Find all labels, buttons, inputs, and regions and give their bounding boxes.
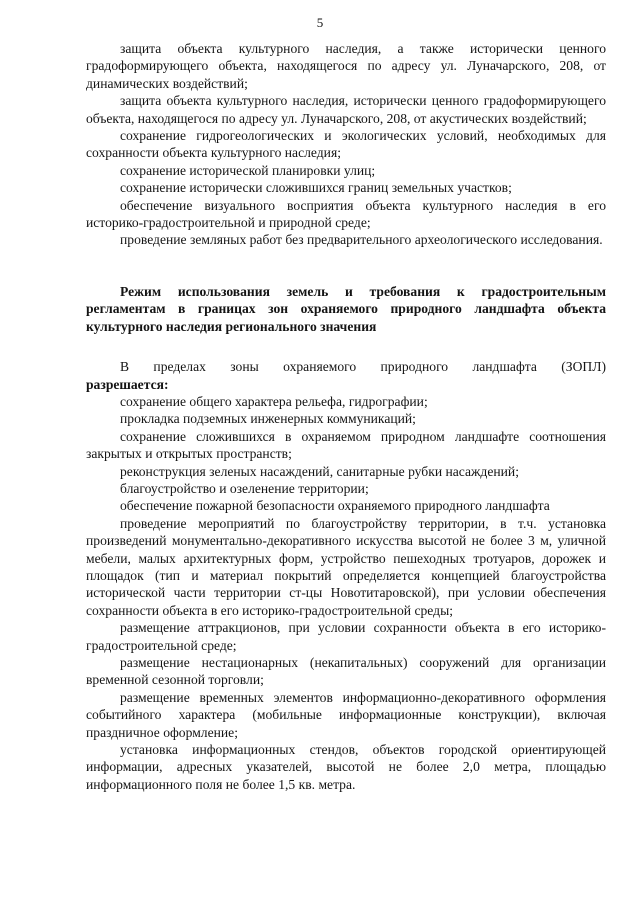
paragraph: сохранение исторически сложившихся границ земельных участков; xyxy=(120,180,512,196)
intro-bold-line xyxy=(86,376,606,393)
paragraph: защита объекта культурного наследия, исторически ценного градоформирующего объекта, находящегося по адресу ул. Луначарского, 208, от акустических воздействий; xyxy=(86,93,606,126)
paragraph: реконструкция зеленых насаждений, санитарные рубки насаждений; xyxy=(120,463,519,479)
intro-paragraph xyxy=(86,358,606,375)
paragraph: размещение временных элементов информационно-декоративного оформления событийного характера (мобильные информационные конструкции), включая праздничное оформление; xyxy=(86,689,606,740)
paragraph: проведение мероприятий по благоустройству территории, в т.ч. установка произведений монументально-декоративного искусства высотой не более 3 м, уличной мебели, малых архитектурных форм, устройство пешеходных тротуаров, дорожек и площадок (тип и материал покрытий определяется концепцией благоустройства исторической части территории ст-цы Новотитаровской), при условии обеспечения сохранности объекта в его историко-градостроительной среды; xyxy=(86,515,606,618)
paragraph: сохранение общего характера рельефа, гидрографии; xyxy=(120,393,428,409)
paragraph: размещение нестационарных (некапитальных) сооружений для организации временной сезонной торговли; xyxy=(86,655,606,688)
intro-text: В пределах зоны охраняемого природного ландшафта (ЗОПЛ) xyxy=(120,359,606,375)
paragraph: сохранение исторической планировки улиц; xyxy=(120,162,376,178)
paragraph: благоустройство и озеленение территории; xyxy=(120,480,369,496)
paragraph: сохранение гидрогеологических и экологических условий, необходимых для сохранности объекта культурного наследия; xyxy=(86,128,606,161)
section-heading: Режим использования земель и требования к градостроительным регламентам в границах зон охраняемого природного ландшафта объекта культурного наследия регионального значения xyxy=(86,283,606,334)
allowed-label: разрешается: xyxy=(86,376,169,392)
paragraph: установка информационных стендов, объектов городской ориентирующей информации, адресных указателей, высотой не более 2,0 метра, площадью информационного поля не более 1,5 кв. метра. xyxy=(86,742,606,792)
paragraph: обеспечение пожарной безопасности охраняемого природного ландшафта xyxy=(120,498,550,514)
paragraph: сохранение сложившихся в охраняемом природном ландшафте соотношения закрытых и открытых пространств; xyxy=(86,428,606,462)
paragraph: защита объекта культурного наследия, а также исторически ценного градоформирующего объекта, находящегося по адресу ул. Луначарского, 208, от динамических воздействий; xyxy=(86,41,606,91)
page-number: 5 xyxy=(316,15,324,30)
paragraph: обеспечение визуального восприятия объекта культурного наследия в его историко-градостроительной и природной среде; xyxy=(86,197,606,231)
paragraph: размещение аттракционов, при условии сохранности объекта в его историко-градостроительной среде; xyxy=(86,620,606,653)
paragraph: проведение земляных работ без предварительного археологического исследования. xyxy=(120,232,603,248)
document-body xyxy=(86,40,606,793)
paragraph: прокладка подземных инженерных коммуникаций; xyxy=(120,411,416,427)
